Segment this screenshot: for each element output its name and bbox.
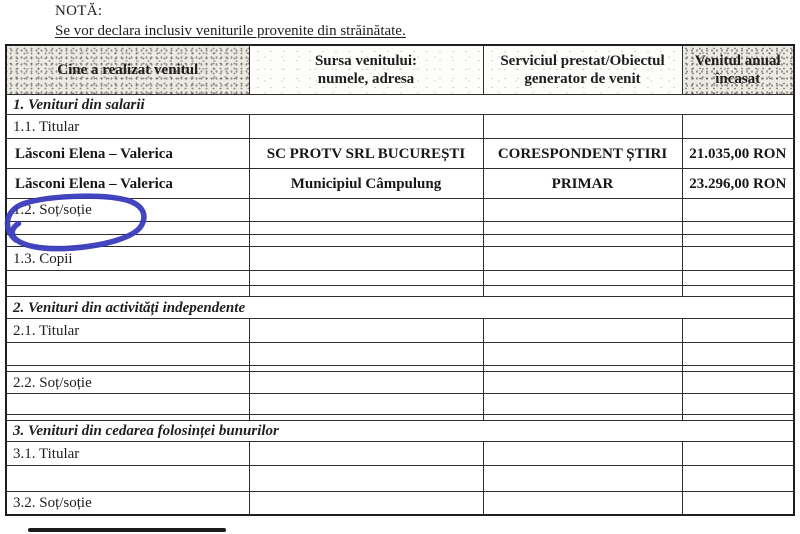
table-row bbox=[6, 442, 794, 466]
table-header-row bbox=[6, 45, 794, 95]
table-row bbox=[6, 343, 794, 366]
empty-cell bbox=[249, 235, 483, 247]
column-header-service bbox=[483, 45, 682, 95]
empty-cell bbox=[249, 372, 483, 394]
empty-cell bbox=[682, 343, 794, 366]
empty-cell bbox=[249, 115, 483, 139]
cell-who: Lăsconi Elena – Valerica bbox=[6, 139, 249, 169]
empty-cell bbox=[249, 286, 483, 297]
section-title-2: 2. Venituri din activități independente bbox=[6, 297, 794, 319]
empty-cell bbox=[249, 247, 483, 271]
section-row-3 bbox=[6, 421, 794, 442]
cell-amount: 21.035,00 RON bbox=[682, 139, 794, 169]
table-row bbox=[6, 199, 794, 222]
row-label-1-3: 1.3. Copii bbox=[6, 247, 249, 271]
row-label-3-1: 3.1. Titular bbox=[6, 442, 249, 466]
empty-cell bbox=[483, 271, 682, 286]
note-title: NOTĂ: bbox=[55, 3, 103, 19]
row-label-2-2: 2.2. Soț/soție bbox=[6, 372, 249, 394]
table-row bbox=[6, 466, 794, 492]
section-row-1 bbox=[6, 95, 794, 115]
empty-cell bbox=[483, 466, 682, 492]
empty-cell bbox=[249, 222, 483, 235]
note-text: Se vor declara inclusiv veniturile provenite din străinătate. bbox=[55, 22, 406, 39]
empty-cell bbox=[249, 492, 483, 516]
table-row bbox=[6, 235, 794, 247]
table-row bbox=[6, 319, 794, 343]
empty-cell bbox=[249, 271, 483, 286]
column-header-source bbox=[249, 45, 483, 95]
table-row bbox=[6, 394, 794, 415]
empty-cell bbox=[682, 372, 794, 394]
table-row bbox=[6, 247, 794, 271]
section-title-3: 3. Venituri din cedarea folosinței bunurilor bbox=[6, 421, 794, 442]
column-header-source-line2: numele, adresa bbox=[317, 71, 415, 87]
empty-cell bbox=[682, 286, 794, 297]
empty-cell bbox=[483, 115, 682, 139]
empty-cell bbox=[483, 442, 682, 466]
empty-cell bbox=[483, 372, 682, 394]
empty-cell bbox=[483, 319, 682, 343]
column-header-amount bbox=[682, 45, 794, 95]
empty-cell bbox=[483, 492, 682, 516]
empty-cell bbox=[682, 271, 794, 286]
empty-cell bbox=[249, 319, 483, 343]
empty-cell bbox=[249, 343, 483, 366]
cell-source: Municipiul Câmpulung bbox=[249, 169, 483, 199]
empty-cell bbox=[6, 394, 249, 415]
empty-cell bbox=[682, 247, 794, 271]
empty-cell bbox=[682, 442, 794, 466]
row-label-2-1: 2.1. Titular bbox=[6, 319, 249, 343]
empty-cell bbox=[483, 199, 682, 222]
table-row bbox=[6, 286, 794, 297]
table-row bbox=[6, 372, 794, 394]
cell-source: SC PROTV SRL BUCUREȘTI bbox=[249, 139, 483, 169]
empty-cell bbox=[682, 466, 794, 492]
column-header-service-line2: generator de venit bbox=[524, 71, 641, 87]
empty-cell bbox=[682, 235, 794, 247]
income-table bbox=[5, 44, 795, 516]
table-row bbox=[6, 222, 794, 235]
empty-cell bbox=[249, 466, 483, 492]
column-header-who bbox=[6, 45, 249, 95]
table-row bbox=[6, 492, 794, 516]
empty-cell bbox=[249, 442, 483, 466]
cell-amount: 23.296,00 RON bbox=[682, 169, 794, 199]
empty-cell bbox=[682, 115, 794, 139]
column-header-source-line1: Sursa venitului: bbox=[314, 53, 418, 69]
empty-cell bbox=[6, 466, 249, 492]
empty-cell bbox=[249, 199, 483, 222]
table-row bbox=[6, 169, 794, 199]
empty-cell bbox=[682, 394, 794, 415]
empty-cell bbox=[483, 247, 682, 271]
cell-service: PRIMAR bbox=[483, 169, 682, 199]
table-row bbox=[6, 115, 794, 139]
section-row-2 bbox=[6, 297, 794, 319]
empty-cell bbox=[6, 343, 249, 366]
empty-cell bbox=[249, 394, 483, 415]
empty-cell bbox=[483, 286, 682, 297]
empty-cell bbox=[6, 235, 249, 247]
empty-cell bbox=[682, 199, 794, 222]
cell-service: CORESPONDENT ȘTIRI bbox=[483, 139, 682, 169]
column-header-who-label: Cine a realizat venitul bbox=[57, 62, 199, 78]
empty-cell bbox=[6, 286, 249, 297]
column-header-amount-line2: încasat bbox=[715, 71, 761, 87]
row-label-1-1: 1.1. Titular bbox=[6, 115, 249, 139]
row-label-3-2: 3.2. Soț/soție bbox=[6, 492, 249, 516]
column-header-amount-line1: Venitul anual bbox=[694, 53, 781, 69]
empty-cell bbox=[483, 343, 682, 366]
section-title-1: 1. Venituri din salarii bbox=[6, 95, 794, 115]
empty-cell bbox=[6, 271, 249, 286]
column-header-service-line1: Serviciul prestat/Obiectul bbox=[500, 53, 665, 69]
cell-who: Lăsconi Elena – Valerica bbox=[6, 169, 249, 199]
row-label-1-2: 1.2. Soț/soție bbox=[6, 199, 249, 222]
scan-artifact-line bbox=[28, 528, 226, 532]
empty-cell bbox=[682, 319, 794, 343]
empty-cell bbox=[682, 222, 794, 235]
note-block bbox=[55, 2, 406, 41]
table-row bbox=[6, 271, 794, 286]
empty-cell bbox=[6, 222, 249, 235]
empty-cell bbox=[682, 492, 794, 516]
empty-cell bbox=[483, 394, 682, 415]
empty-cell bbox=[483, 222, 682, 235]
empty-cell bbox=[483, 235, 682, 247]
table-row bbox=[6, 139, 794, 169]
